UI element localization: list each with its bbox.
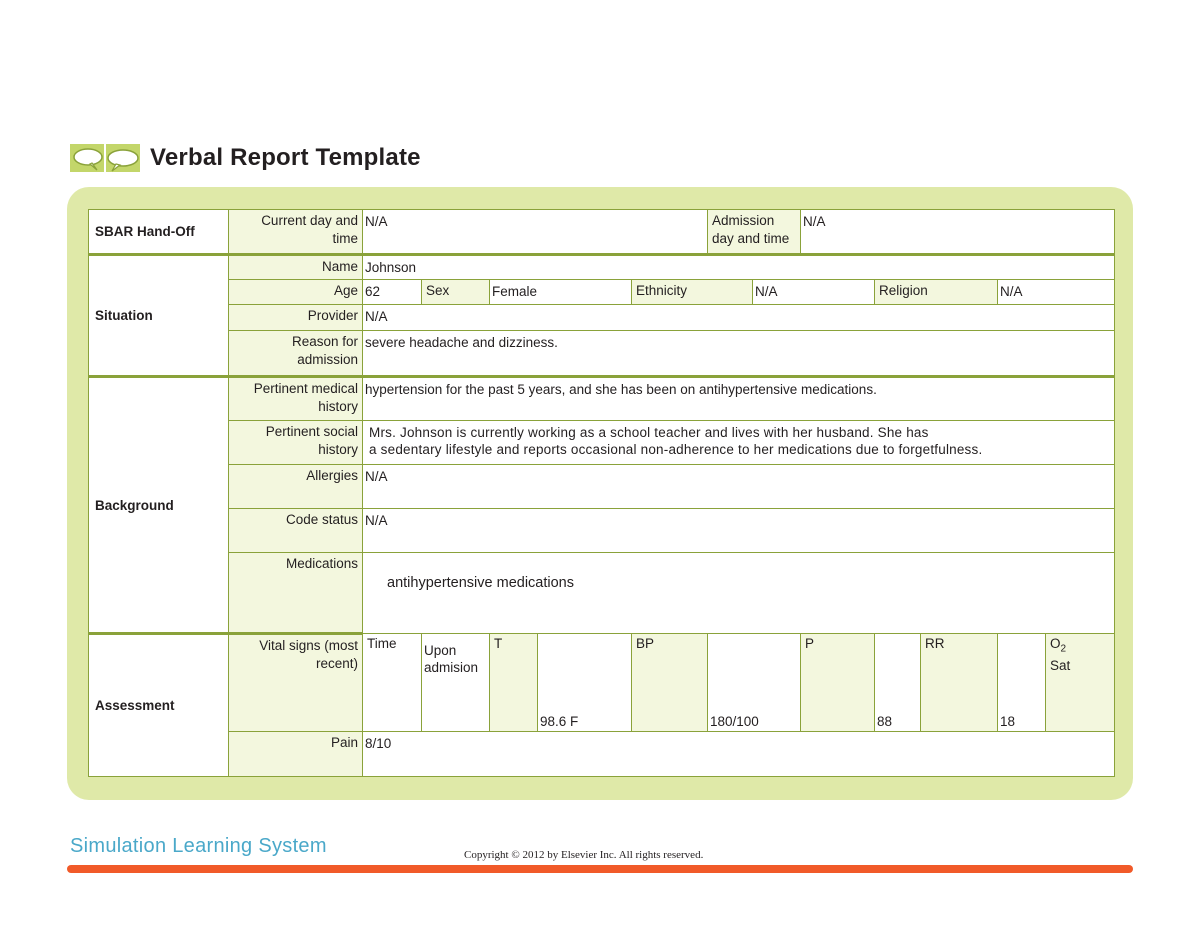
medications-label: Medications xyxy=(229,553,363,634)
footer-bar xyxy=(67,865,1133,873)
social-history-line-2: a sedentary lifestyle and reports occasional non-adherence to her medications due to forgetfulness. xyxy=(369,442,983,457)
time-label: Time xyxy=(363,634,422,732)
medications-field[interactable] xyxy=(363,553,1115,634)
reason-field[interactable]: severe headache and dizziness. xyxy=(363,331,1115,377)
social-history-field[interactable] xyxy=(363,421,1115,465)
pulse-label: P xyxy=(801,634,875,732)
temperature-field[interactable]: 98.6 F xyxy=(538,634,632,732)
sex-field[interactable]: Female xyxy=(490,280,632,305)
speech-bubbles-icon xyxy=(70,142,142,174)
admission-label: Admission day and time xyxy=(708,210,801,255)
medications-value: antihypertensive medications xyxy=(387,575,574,591)
medical-history-field[interactable]: hypertension for the past 5 years, and she has been on antihypertensive medications. xyxy=(363,377,1115,421)
page-header xyxy=(70,140,421,176)
age-label: Age xyxy=(229,280,363,305)
name-label: Name xyxy=(229,255,363,280)
assessment-section: Assessment xyxy=(89,634,229,777)
rr-field[interactable]: 18 xyxy=(998,634,1046,732)
sex-label: Sex xyxy=(422,280,490,305)
provider-field[interactable]: N/A xyxy=(363,305,1115,331)
rr-label: RR xyxy=(921,634,998,732)
allergies-field[interactable]: N/A xyxy=(363,465,1115,509)
copyright-notice: Copyright © 2012 by Elsevier Inc. All rights reserved. xyxy=(464,849,704,861)
name-field[interactable]: Johnson xyxy=(363,255,1115,280)
pain-field[interactable]: 8/10 xyxy=(363,732,1115,777)
provider-label: Provider xyxy=(229,305,363,331)
current-day-field[interactable]: N/A xyxy=(363,210,708,255)
code-status-field[interactable]: N/A xyxy=(363,509,1115,553)
background-section: Background xyxy=(89,377,229,634)
bp-field[interactable]: 180/100 xyxy=(708,634,801,732)
page-title: Verbal Report Template xyxy=(150,144,421,171)
pain-label: Pain xyxy=(229,732,363,777)
temperature-label: T xyxy=(490,634,538,732)
footer-brand: Simulation Learning System xyxy=(70,835,327,857)
allergies-label: Allergies xyxy=(229,465,363,509)
sbar-form xyxy=(88,209,1115,777)
age-field[interactable]: 62 xyxy=(363,280,422,305)
sbar-label: SBAR Hand-Off xyxy=(89,210,229,255)
social-history-line-1: Mrs. Johnson is currently working as a school teacher and lives with her husband. She has xyxy=(369,425,929,440)
reason-label: Reason for admission xyxy=(229,331,363,377)
ethnicity-field[interactable]: N/A xyxy=(753,280,875,305)
religion-label: Religion xyxy=(875,280,998,305)
time-field[interactable]: Upon admision xyxy=(422,634,490,732)
admission-field[interactable]: N/A xyxy=(801,210,1115,255)
social-history-label: Pertinent social history xyxy=(229,421,363,465)
vital-signs-label: Vital signs (most recent) xyxy=(229,634,363,732)
ethnicity-label: Ethnicity xyxy=(632,280,753,305)
bp-label: BP xyxy=(632,634,708,732)
religion-field[interactable]: N/A xyxy=(998,280,1115,305)
pulse-field[interactable]: 88 xyxy=(875,634,921,732)
code-status-label: Code status xyxy=(229,509,363,553)
o2-sat-label: $O_2$ Sat xyxy=(1046,634,1115,732)
situation-section: Situation xyxy=(89,255,229,377)
current-day-label: Current day and time xyxy=(229,210,363,255)
medical-history-label: Pertinent medical history xyxy=(229,377,363,421)
